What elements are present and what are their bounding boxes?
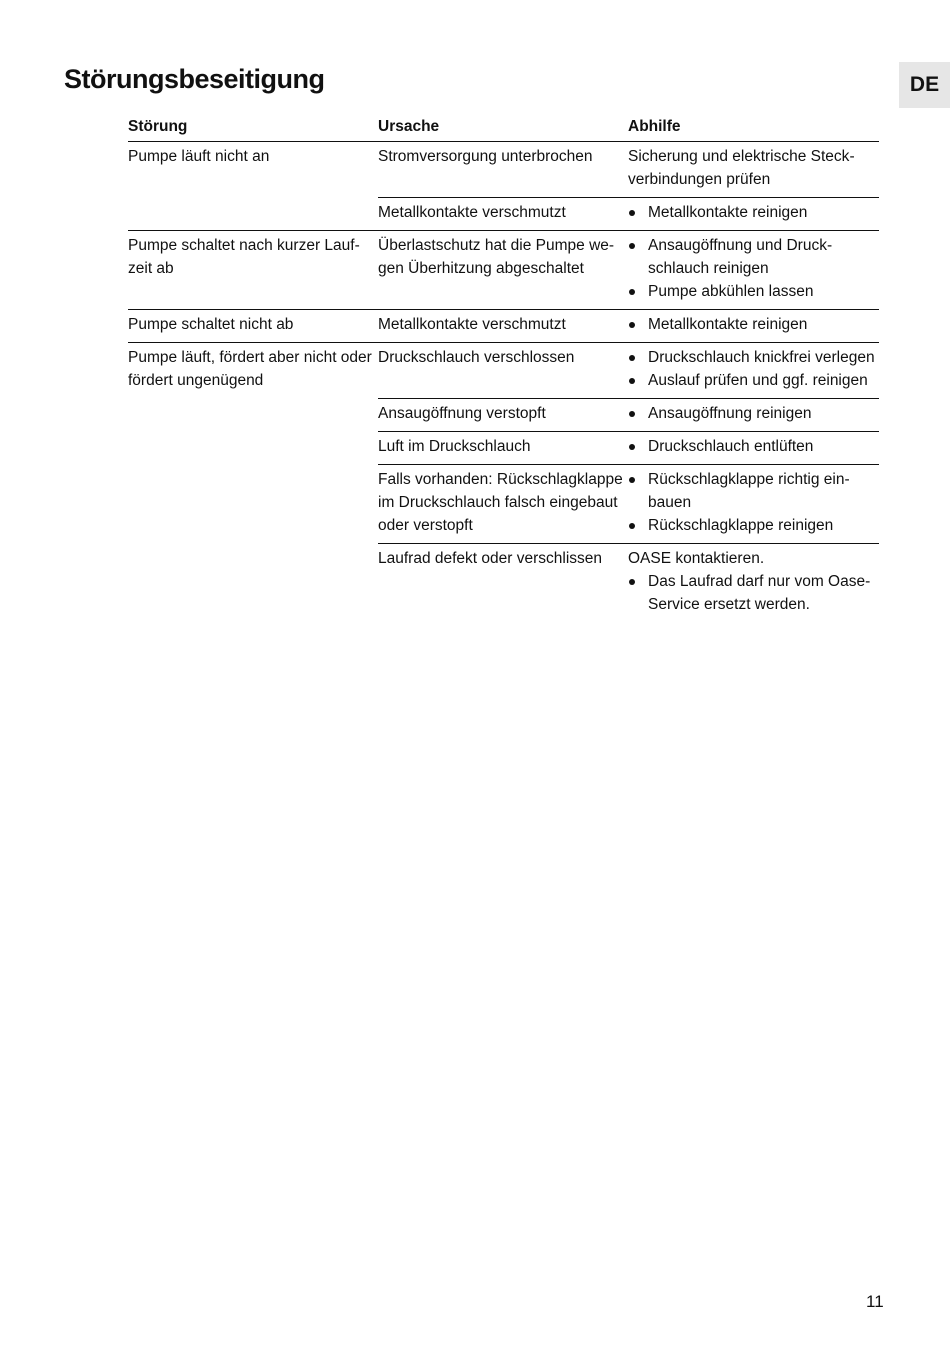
abhilfe-list-item: Rückschlagklappe reinigen	[628, 514, 879, 537]
ursache-cell: Druckschlauch verschlossen	[378, 343, 628, 399]
abhilfe-list-item: Ansaugöffnung und Druckschlauch reinigen	[628, 234, 879, 280]
abhilfe-text: OASE kontaktieren.	[628, 550, 765, 567]
abhilfe-list	[628, 435, 879, 458]
page-number: 11	[866, 1292, 884, 1311]
ursache-cell: Laufrad defekt oder verschlissen	[378, 550, 603, 567]
table-body	[128, 142, 879, 623]
abhilfe-text: Sicherung und elektrische Steckverbindungen prüfen	[628, 148, 855, 188]
abhilfe-cell	[628, 343, 879, 399]
abhilfe-list	[628, 234, 879, 303]
ursache-cell: Überlastschutz hat die Pumpe wegen Überhitzung abgeschaltet	[378, 231, 628, 310]
header-abhilfe: Abhilfe	[628, 113, 879, 142]
page-title: Störungsbeseitigung	[64, 64, 325, 94]
storung-cell: Pumpe schaltet nach kurzer Laufzeit ab	[128, 231, 378, 310]
ursache-cell: Metallkontakte verschmutzt	[378, 310, 628, 343]
abhilfe-cell	[628, 432, 879, 465]
abhilfe-list-item: Pumpe abkühlen lassen	[628, 280, 879, 303]
abhilfe-list-item: Das Laufrad darf nur vom Oase-Service ersetzt werden.	[628, 570, 879, 616]
abhilfe-list-item: Metallkontakte reinigen	[628, 201, 879, 224]
abhilfe-cell	[628, 399, 879, 432]
table-header-row	[128, 113, 879, 142]
abhilfe-list-item: Ansaugöffnung reinigen	[628, 402, 879, 425]
table-row	[128, 231, 879, 310]
abhilfe-cell	[628, 544, 879, 623]
abhilfe-list	[628, 402, 879, 425]
ursache-cell: Luft im Druckschlauch	[378, 432, 628, 465]
abhilfe-cell	[628, 142, 879, 198]
abhilfe-list	[628, 468, 879, 537]
abhilfe-cell	[628, 310, 879, 343]
header-ursache: Ursache	[378, 113, 628, 142]
ursache-cell: Metallkontakte verschmutzt	[378, 198, 628, 231]
table-row	[128, 142, 879, 198]
abhilfe-list-item: Metallkontakte reinigen	[628, 313, 879, 336]
header-storung: Störung	[128, 113, 378, 142]
abhilfe-cell	[628, 198, 879, 231]
abhilfe-list-item: Druckschlauch entlüften	[628, 435, 879, 458]
ursache-cell: Falls vorhanden: Rückschlagklappe im Druckschlauch falsch eingebaut oder verstopft	[378, 465, 628, 544]
abhilfe-list-item: Auslauf prüfen und ggf. reinigen	[628, 369, 879, 392]
abhilfe-list	[628, 313, 879, 336]
table-row	[128, 310, 879, 343]
abhilfe-list	[628, 201, 879, 224]
abhilfe-cell	[628, 231, 879, 310]
storung-cell: Pumpe läuft nicht an	[128, 142, 378, 231]
abhilfe-cell	[628, 465, 879, 544]
storung-cell: Pumpe läuft, fördert aber nicht oder fördert ungenügend	[128, 349, 372, 389]
abhilfe-list-item: Rückschlagklappe richtig einbauen	[628, 468, 879, 514]
storung-cell: Pumpe schaltet nicht ab	[128, 310, 378, 343]
abhilfe-list-item: Druckschlauch knickfrei verlegen	[628, 346, 879, 369]
ursache-cell: Stromversorgung unterbrochen	[378, 142, 628, 198]
language-tab: DE	[899, 62, 950, 108]
troubleshooting-table	[128, 113, 879, 622]
table-row	[128, 343, 879, 399]
abhilfe-list	[628, 570, 879, 616]
ursache-cell: Ansaugöffnung verstopft	[378, 399, 628, 432]
abhilfe-list	[628, 346, 879, 392]
